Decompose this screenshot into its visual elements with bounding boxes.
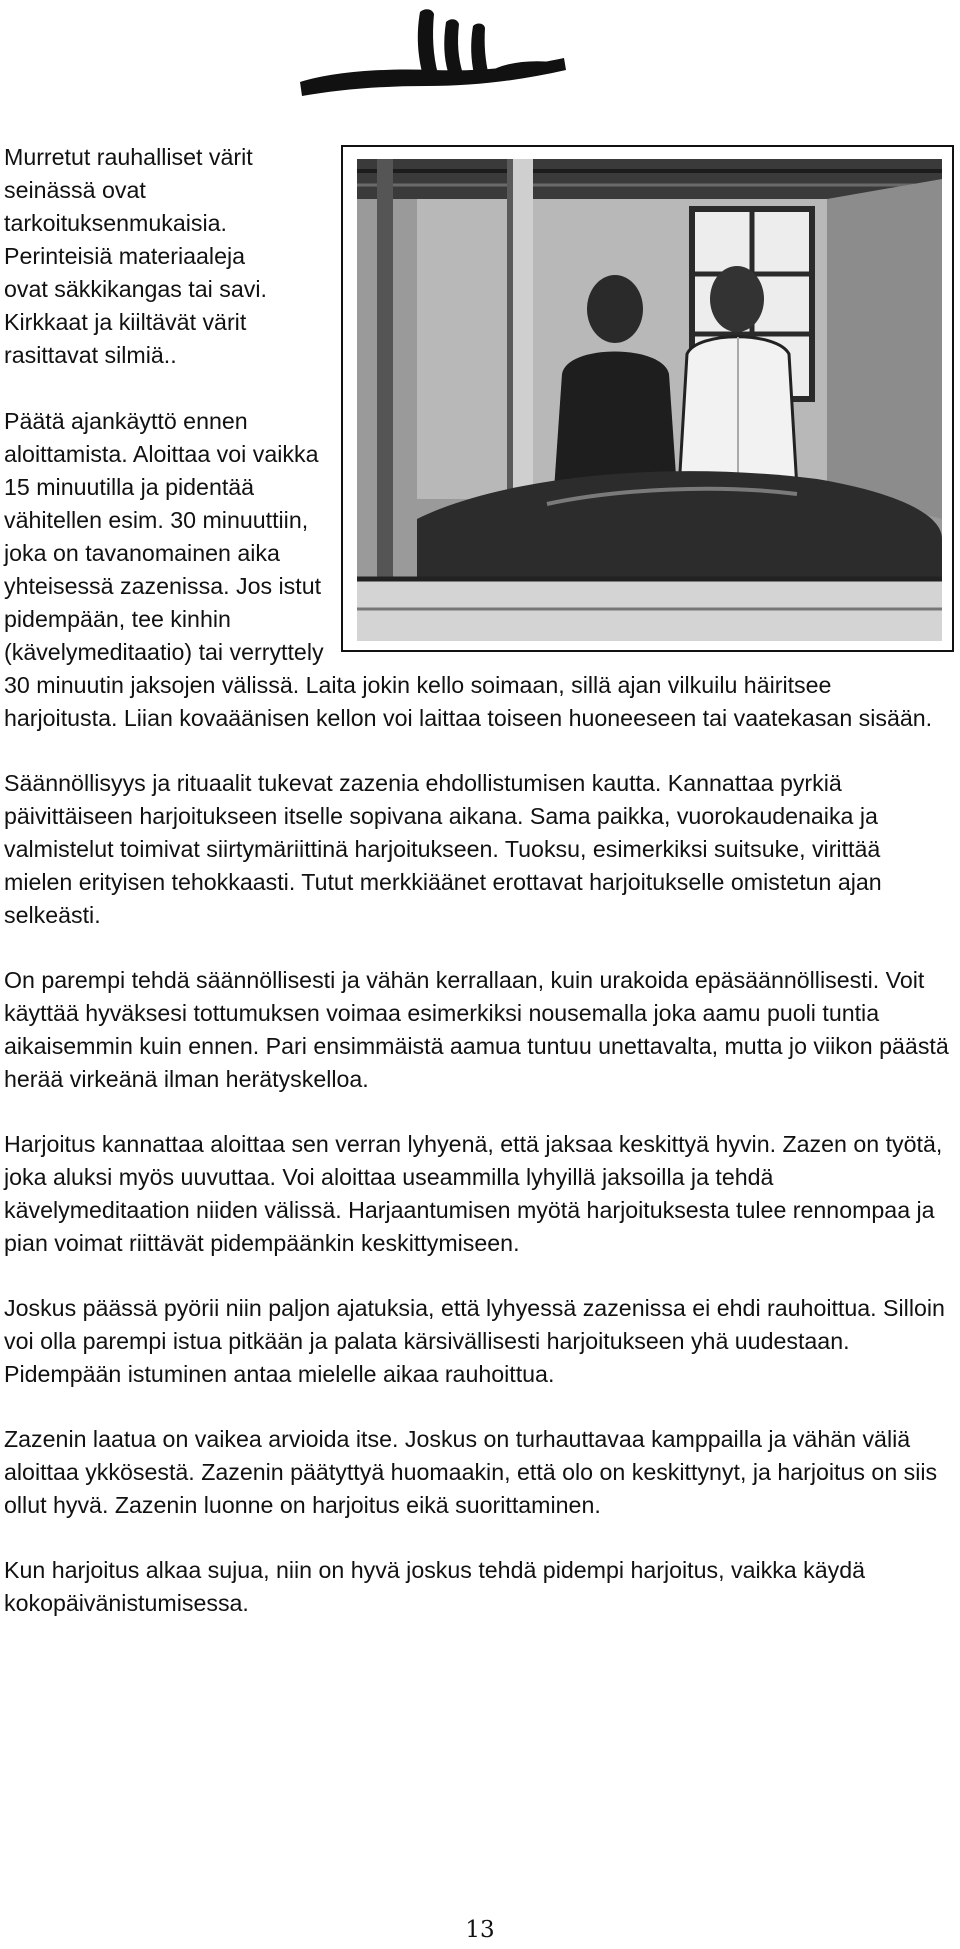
paragraph-quality: Zazenin laatua on vaikea arvioida itse. Joskus on turhauttavaa kamppailla ja vähän väliä aloittaa ykkösestä. Zazenin päätyttyä huomaakin, että olo on keskittynyt, ja harjoitus on siis ollut hyvä. Zazenin luonne on harjoitus eikä suorittaminen. [4, 1426, 938, 1518]
paragraph-longer: Kun harjoitus alkaa sujua, niin on hyvä joskus tehdä pidempi harjoitus, vaikka käydä kokopäivänistumisessa. [4, 1557, 866, 1616]
paragraph-regularity: Säännöllisyys ja rituaalit tukevat zazenia ehdollistumisen kautta. Kannattaa pyrkiä päivittäiseen harjoitukseen itselle sopivana aikana. Sama paikka, vuorokaudenaika ja valmistelut toimivat siirtymäriittinä harjoitukseen. Tuoksu, esimerkiksi suitsuke, virittää mielen erityisen tehokkaasti. Tutut merkkiäänet erottavat harjoitukselle omistetun ajan selkeästi. [4, 770, 882, 928]
calligraphy-ornament [292, 0, 572, 105]
paragraph-habit: On parempi tehdä säännöllisesti ja vähän kerrallaan, kuin urakoida epäsäännöllisesti. Voit käyttää hyväksesi tottumuksen voimaa esimerkiksi nousemalla joka aamu puoli tuntia aikaisemmin kuin ennen. Pari ensimmäistä aamua tuntuu unettavalta, mutta jo viikon päästä herää virkeänä ilman herätyskelloa. [4, 967, 949, 1092]
page-number: 13 [465, 1917, 495, 1943]
paragraph-duration: Päätä ajankäyttö ennen aloittamista. Aloittaa voi vaikka 15 minuutilla ja pidentää vähitellen esim. 30 minuuttiin, joka on tavanomainen aika yhteisessä zazenissa. Jos istut pidempään, tee kinhin (kävelymeditaatio) tai verryttely 30 minuutin jaksojen välissä. Laita jokin kello soimaan, sillä ajan vilkuilu häiritsee harjoitusta. Liian kovaäänisen kellon voi laittaa toiseen huoneeseen tai vaatekasan sisään. [4, 408, 933, 731]
article-body [4, 141, 950, 1652]
paragraph-thoughts: Joskus päässä pyörii niin paljon ajatuksia, että lyhyessä zazenissa ei ehdi rauhoittua. Silloin voi olla parempi istua pitkään ja palata kärsivällisesti harjoitukseen yhä uudestaan. Pidempään istuminen antaa mielelle aikaa rauhoittua. [4, 1295, 945, 1387]
illustration-spacer [326, 141, 950, 656]
paragraph-colors: Murretut rauhalliset värit seinässä ovat tarkoituksenmukaisia. Perinteisiä materiaaleja ovat säkkikangas tai savi. Kirkkaat ja kiiltävät värit rasittavat silmiä.. [4, 144, 267, 368]
brush-stroke-icon [292, 0, 572, 105]
paragraph-short-start: Harjoitus kannattaa aloittaa sen verran lyhyenä, että jaksaa keskittyä hyvin. Zazen on työtä, joka aluksi myös uuvuttaa. Voi aloittaa useammilla lyhyillä jaksoilla ja tehdä kävelymeditaation niiden välissä. Harjaantumisen myötä harjoituksesta tulee rennompaa ja pian voimat riittävät pidempäänkin keskittymiseen. [4, 1131, 943, 1256]
